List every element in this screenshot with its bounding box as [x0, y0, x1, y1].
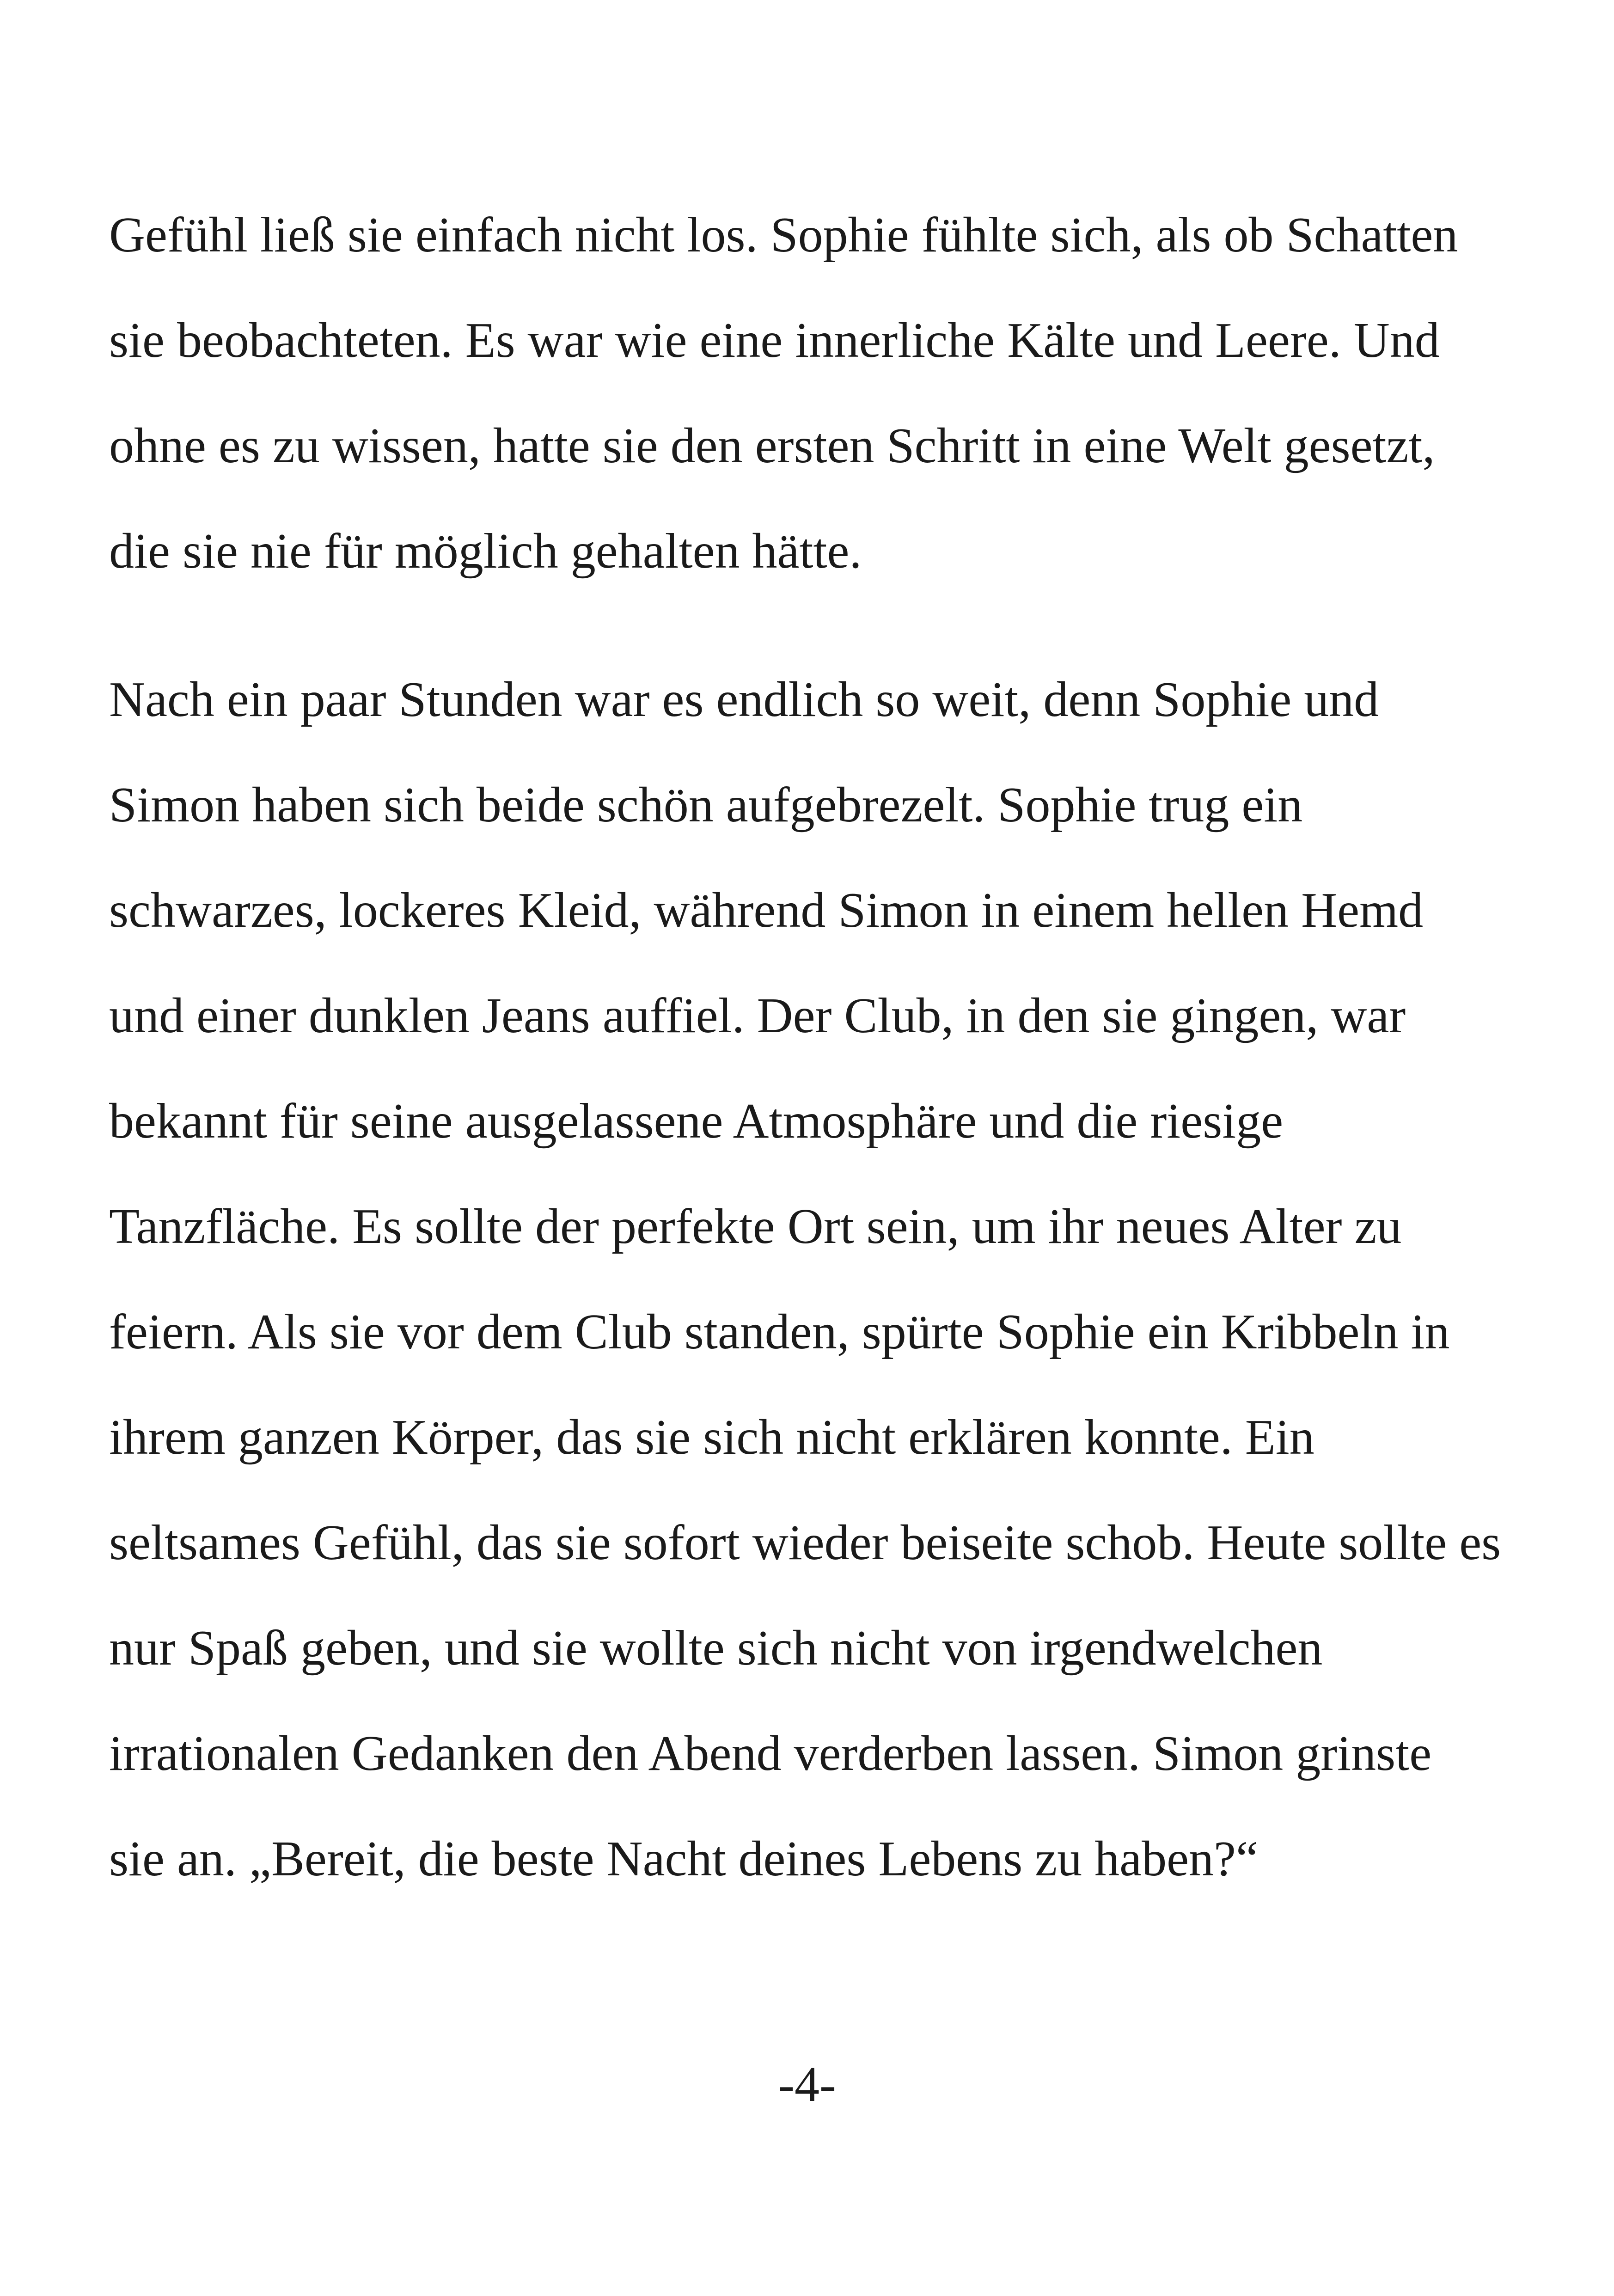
text-line: Tanzfläche. Es sollte der perfekte Ort sein, um ihr neues Alter zu [109, 1199, 1402, 1254]
text-line: Gefühl ließ sie einfach nicht los. Sophie fühlte sich, als ob Schatten [109, 208, 1458, 263]
text-line: seltsames Gefühl, das sie sofort wieder beiseite schob. Heute sollte es [109, 1515, 1501, 1570]
page-number: -4- [778, 2057, 836, 2112]
text-line: Simon haben sich beide schön aufgebrezelt. Sophie trug ein [109, 778, 1303, 833]
text-line: sie an. „Bereit, die beste Nacht deines Lebens zu haben?“ [109, 1831, 1258, 1886]
text-line: sie beobachteten. Es war wie eine innerliche Kälte und Leere. Und [109, 313, 1440, 368]
text-line: schwarzes, lockeres Kleid, während Simon in einem hellen Hemd [109, 883, 1424, 938]
text-line: feiern. Als sie vor dem Club standen, spürte Sophie ein Kribbeln in [109, 1304, 1450, 1359]
text-line: ohne es zu wissen, hatte sie den ersten Schritt in eine Welt gesetzt, [109, 418, 1435, 473]
paragraph-2 [109, 647, 1533, 1912]
text-line: irrationalen Gedanken den Abend verderben lassen. Simon grinste [109, 1726, 1432, 1781]
text-line: ihrem ganzen Körper, das sie sich nicht erklären konnte. Ein [109, 1410, 1314, 1465]
text-line: Nach ein paar Stunden war es endlich so weit, denn Sophie und [109, 672, 1379, 727]
text-line: und einer dunklen Jeans auffiel. Der Club, in den sie gingen, war [109, 988, 1406, 1043]
text-line: nur Spaß geben, und sie wollte sich nicht von irgendwelchen [109, 1621, 1323, 1676]
paragraph-1 [109, 183, 1533, 604]
text-line: bekannt für seine ausgelassene Atmosphäre und die riesige [109, 1094, 1284, 1149]
text-line: die sie nie für möglich gehalten hätte. [109, 524, 862, 579]
